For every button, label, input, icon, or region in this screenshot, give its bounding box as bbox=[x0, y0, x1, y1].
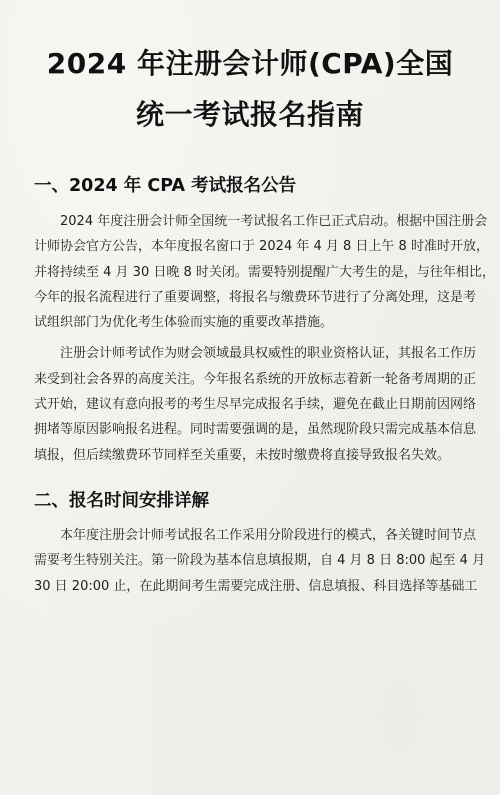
paragraph-line: 计师协会官方公告，本年度报名窗口于 2024 年 4 月 8 日上午 8 时准时开放， bbox=[34, 239, 489, 255]
paragraph-line: 拥堵等原因影响报名进程。同时需要强调的是，虽然现阶段只需完成基本信息 bbox=[34, 422, 477, 438]
section-schedule bbox=[34, 489, 486, 599]
paragraph-line: 今年的报名流程进行了重要调整，将报名与缴费环节进行了分离处理，这是考 bbox=[34, 289, 477, 305]
paragraph-line: 本年度注册会计师考试报名工作采用分阶段进行的模式，各关键时间节点 bbox=[60, 527, 477, 543]
document-title bbox=[34, 38, 466, 140]
paragraph-line: 注册会计师考试作为财会领域最具权威性的职业资格认证，其报名工作历 bbox=[60, 346, 477, 362]
paragraph bbox=[34, 341, 477, 467]
paragraph-line: 式开始，建议有意向报考的考生尽早完成报名手续，避免在截止日期前因网络 bbox=[34, 397, 477, 413]
title-line: 2024 年注册会计师(CPA)全国 bbox=[46, 47, 454, 80]
title-line: 统一考试报名指南 bbox=[135, 98, 364, 131]
section-heading: 二、报名时间安排详解 bbox=[34, 490, 209, 511]
paragraph-line: 填报，但后续缴费环节同样至关重要，未按时缴费将直接导致报名失效。 bbox=[34, 447, 451, 463]
section-announcement bbox=[34, 174, 495, 468]
section-heading: 一、2024 年 CPA 考试报名公告 bbox=[34, 176, 297, 196]
paragraph-line: 30 日 20:00 止，在此期间考生需要完成注册、信息填报、科目选择等基础工 bbox=[34, 578, 478, 594]
paragraph-line: 试组织部门为优化考生体验而实施的重要改革措施。 bbox=[34, 315, 334, 331]
paragraph-line: 2024 年度注册会计师全国统一考试报名工作已正式启动。根据中国注册会 bbox=[60, 214, 488, 229]
paragraph bbox=[34, 209, 495, 335]
paragraph bbox=[34, 523, 486, 599]
paragraph-line: 需要考生特别关注。第一阶段为基本信息填报期，自 4 月 8 日 8:00 起至 4 月 bbox=[34, 553, 486, 569]
paragraph-line: 并将持续至 4 月 30 日晚 8 时关闭。需要特别提醒广大考生的是，与往年相比， bbox=[34, 264, 495, 280]
paragraph-line: 来受到社会各界的高度关注。今年报名系统的开放标志着新一轮备考周期的正 bbox=[34, 371, 477, 387]
